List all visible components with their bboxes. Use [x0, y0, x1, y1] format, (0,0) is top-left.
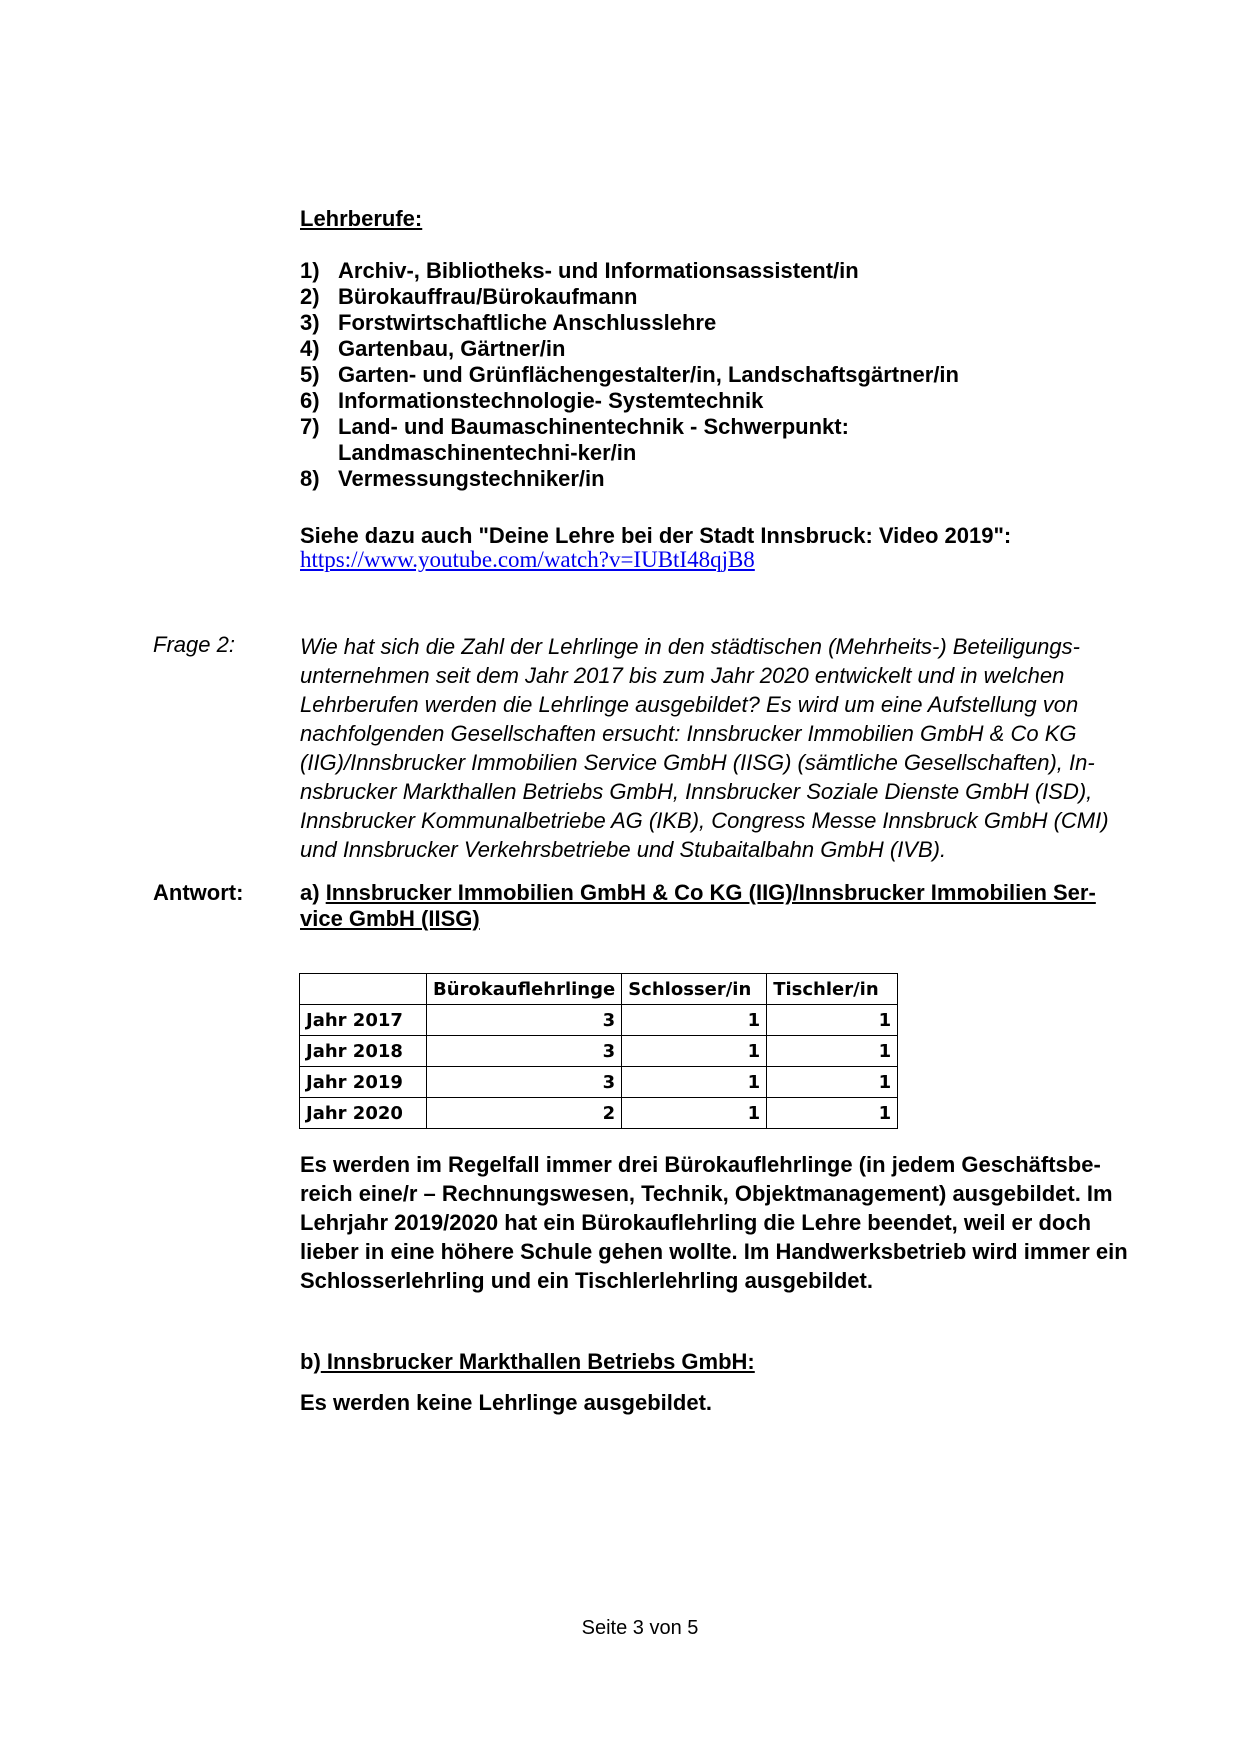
table-cell: 3 [427, 1005, 622, 1036]
table-cell: Jahr 2018 [300, 1036, 427, 1067]
table-cell: 1 [622, 1036, 767, 1067]
list-item: 8) Vermessungstechniker/in [300, 466, 605, 491]
question-label: Frage 2: [153, 632, 235, 657]
table-cell: 1 [622, 1067, 767, 1098]
list-item: 7) Land- und Baumaschinentechnik - Schwerpunkt: Landmaschinentechni-ker/in [300, 414, 849, 465]
list-item: 6) Informationstechnologie- Systemtechnik [300, 388, 764, 413]
table-row [300, 1067, 898, 1098]
answer-b-heading [300, 1349, 755, 1375]
table-cell: 1 [767, 1067, 898, 1098]
table-header [300, 974, 427, 1005]
section-heading: Lehrberufe: [300, 206, 423, 231]
apprentice-table [299, 973, 898, 1129]
table-cell: Jahr 2020 [300, 1098, 427, 1129]
table-row [300, 1036, 898, 1067]
table-cell: 3 [427, 1067, 622, 1098]
table-cell: 1 [622, 1098, 767, 1129]
table-cell: 1 [767, 1036, 898, 1067]
job-list [300, 258, 1140, 492]
answer-label: Antwort: [153, 880, 244, 905]
table-header: Tischler/in [767, 974, 898, 1005]
list-item: 4) Gartenbau, Gärtner/in [300, 336, 566, 361]
table-header: Bürokauflehrlinge [427, 974, 622, 1005]
list-item: 1) Archiv-, Bibliotheks- und Informationsassistent/in [300, 258, 859, 283]
table-cell: Jahr 2019 [300, 1067, 427, 1098]
table-header: Schlosser/in [622, 974, 767, 1005]
question-text: Wie hat sich die Zahl der Lehrlinge in den städtischen (Mehrheits-) Beteiligungs-unternehmen seit dem Jahr 2017 bis zum Jahr 2020 entwickelt und in welchen Lehrberufen werden die Lehrlinge ausgebildet? Es wird um eine Aufstellung von nachfolgenden Gesellschaften ersucht: Innsbrucker Immobilien GmbH & Co KG (IIG)/Innsbrucker Immobilien Service GmbH (IISG) (sämtliche Gesellschaften), In-nsbrucker Markthallen Betriebs GmbH, Innsbrucker Soziale Dienste GmbH (ISD), Innsbrucker Kommunalbetriebe AG (IKB), Congress Messe Innsbruck GmbH (CMI) und Innsbrucker Verkehrsbetriebe und Stubaitalbahn GmbH (IVB). [300, 634, 1109, 862]
answer-b-prefix: b) [300, 1349, 321, 1374]
video-link[interactable]: https://www.youtube.com/watch?v=IUBtI48qjB8 [300, 547, 755, 572]
answer-b-text: Es werden keine Lehrlinge ausgebildet. [300, 1390, 713, 1415]
table-cell: 2 [427, 1098, 622, 1129]
table-cell: Jahr 2017 [300, 1005, 427, 1036]
page-number: Seite 3 von 5 [581, 1617, 699, 1639]
table-cell: 3 [427, 1036, 622, 1067]
list-item: 3) Forstwirtschaftliche Anschlusslehre [300, 310, 717, 335]
answer-a-prefix: a) [300, 880, 320, 905]
video-note: Siehe dazu auch "Deine Lehre bei der Stadt Innsbruck: Video 2019": [300, 523, 1012, 548]
list-item: 5) Garten- und Grünflächengestalter/in, Landschaftsgärtner/in [300, 362, 959, 387]
table-cell: 1 [767, 1098, 898, 1129]
answer-b-title: Innsbrucker Markthallen Betriebs GmbH: [320, 1349, 755, 1374]
answer-a-text: Es werden im Regelfall immer drei Bürokauflehrlinge (in jedem Geschäftsbe-reich eine/r – Rechnungswesen, Technik, Objektmanagement) ausgebildet. Im Lehrjahr 2019/2020 hat ein Bürokauflehrling die Lehre beendet, weil er doch lieber in eine höhere Schule gehen wollte. Im Handwerksbetrieb wird immer ein Schlosserlehrling und ein Tischlerlehrling ausgebildet. [300, 1152, 1128, 1293]
answer-a-heading [300, 880, 1130, 932]
table-cell: 1 [767, 1005, 898, 1036]
table-cell: 1 [622, 1005, 767, 1036]
table-header-row [300, 974, 898, 1005]
answer-a-title: Innsbrucker Immobilien GmbH & Co KG (IIG)/Innsbrucker Immobilien Ser-vice GmbH (IISG) [300, 880, 1096, 931]
list-item: 2) Bürokauffrau/Bürokaufmann [300, 284, 638, 309]
table-row [300, 1005, 898, 1036]
table-row [300, 1098, 898, 1129]
